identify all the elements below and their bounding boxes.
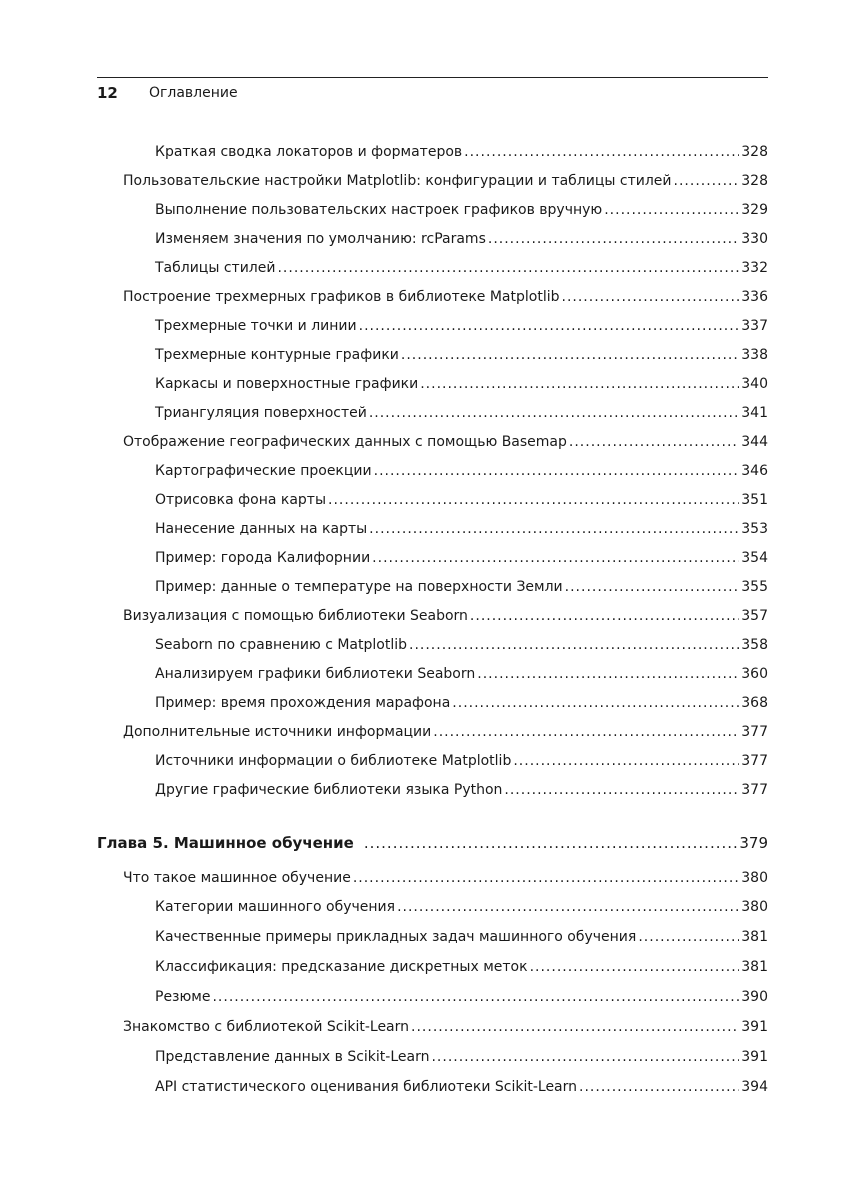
toc-entry-title: API статистического оценивания библиотеки Scikit-Learn — [155, 1079, 578, 1095]
toc-entry-title: Пример: данные о температуре на поверхности Земли — [155, 579, 563, 595]
toc-entry-title: Трехмерные точки и линии — [155, 318, 357, 334]
toc-entry-title: Источники информации о библиотеке Matplotlib — [155, 753, 512, 769]
toc-entry — [155, 375, 768, 393]
dot-leader — [638, 928, 739, 946]
toc-entry — [155, 578, 768, 596]
toc-entry-page: 391 — [741, 1049, 768, 1065]
dot-leader — [674, 172, 740, 190]
dot-leader — [277, 259, 739, 277]
dot-leader — [569, 433, 739, 451]
dot-leader — [513, 752, 739, 770]
toc-entry — [155, 259, 768, 277]
toc-entry — [155, 520, 768, 538]
toc-entry-title: Триангуляция поверхностей — [155, 405, 367, 421]
toc-entry-page: 341 — [741, 405, 768, 421]
toc-entry — [123, 723, 768, 741]
toc-entry-title: Резюме — [155, 989, 211, 1005]
dot-leader — [397, 898, 739, 916]
toc-entry — [155, 317, 768, 335]
toc-entry-title: Знакомство с библиотекой Scikit-Learn — [123, 1019, 410, 1035]
toc-entry-page: 355 — [741, 579, 768, 595]
toc-entry-page: 360 — [741, 666, 768, 682]
dot-leader — [488, 230, 739, 248]
toc-entry-title: Категории машинного обучения — [155, 899, 396, 915]
toc-entry-page: 332 — [741, 260, 768, 276]
dot-leader — [579, 1078, 739, 1096]
toc-entry-page: 381 — [741, 929, 768, 945]
toc-entry-page: 351 — [741, 492, 768, 508]
dot-leader — [359, 317, 740, 335]
toc-entry — [123, 433, 768, 451]
toc-entry-page: 358 — [741, 637, 768, 653]
toc-entry-title: Нанесение данных на карты — [155, 521, 368, 537]
toc-entry-page: 377 — [741, 724, 768, 740]
toc-entry-title: Пример: время прохождения марафона — [155, 695, 451, 711]
toc-entry — [155, 752, 768, 770]
toc-entry — [123, 1018, 768, 1036]
toc-entry — [155, 636, 768, 654]
dot-leader — [504, 781, 739, 799]
toc-entry-title: Изменяем значения по умолчанию: rcParams — [155, 231, 486, 247]
dot-leader — [452, 694, 739, 712]
toc-entry — [123, 288, 768, 306]
toc-entry-title: Каркасы и поверхностные графики — [155, 376, 419, 392]
toc-entry — [155, 988, 768, 1006]
toc-entry — [155, 1048, 768, 1066]
toc-entry — [155, 404, 768, 422]
page-number: 12 — [97, 84, 118, 102]
toc-entry-page: 394 — [741, 1079, 768, 1095]
toc-entry-page: 381 — [741, 959, 768, 975]
toc-entry-title: Seaborn по сравнению с Matplotlib — [155, 637, 407, 653]
toc-entry-page: 337 — [741, 318, 768, 334]
toc-entry-page: 379 — [739, 834, 768, 852]
dot-leader — [212, 988, 739, 1006]
dot-leader — [433, 723, 739, 741]
toc-entry — [123, 607, 768, 625]
toc-entry-title: Пример: города Калифорнии — [155, 550, 371, 566]
dot-leader — [530, 958, 740, 976]
dot-leader — [464, 143, 739, 161]
dot-leader — [420, 375, 739, 393]
toc-entry-title: Выполнение пользовательских настроек графиков вручную — [155, 202, 603, 218]
toc-entry-page: 340 — [741, 376, 768, 392]
toc-entry — [155, 491, 768, 509]
dot-leader — [477, 665, 739, 683]
dot-leader — [562, 288, 740, 306]
dot-leader — [401, 346, 739, 364]
toc-entry-page: 380 — [741, 899, 768, 915]
dot-leader — [364, 834, 738, 852]
dot-leader — [328, 491, 739, 509]
toc-entry-title: Анализируем графики библиотеки Seaborn — [155, 666, 476, 682]
toc-entry — [155, 346, 768, 364]
toc-entry-title: Что такое машинное обучение — [123, 870, 351, 886]
toc-entry — [155, 694, 768, 712]
toc-entry — [155, 781, 768, 799]
toc-entry-page: 380 — [741, 870, 768, 886]
dot-leader — [369, 520, 739, 538]
toc-entry-page: 390 — [741, 989, 768, 1005]
toc-entry-title: Построение трехмерных графиков в библиотеке Matplotlib — [123, 289, 560, 305]
toc-entry-title: Визуализация с помощью библиотеки Seaborn — [123, 608, 468, 624]
toc-entry-page: 328 — [741, 173, 768, 189]
dot-leader — [470, 607, 739, 625]
toc-entry-title: Классификация: предсказание дискретных меток — [155, 959, 528, 975]
toc-chapter-entry — [97, 834, 768, 852]
dot-leader — [411, 1018, 739, 1036]
toc-entry — [155, 230, 768, 248]
toc-entry-title: Таблицы стилей — [155, 260, 276, 276]
toc-entry-title: Глава 5. Машинное обучение — [97, 834, 354, 852]
toc-entry — [155, 665, 768, 683]
toc-entry-page: 330 — [741, 231, 768, 247]
dot-leader — [374, 462, 740, 480]
toc-entry-title: Трехмерные контурные графики — [155, 347, 399, 363]
toc-entry-title: Другие графические библиотеки языка Python — [155, 782, 503, 798]
toc-entry-page: 328 — [741, 144, 768, 160]
toc-entry-page: 338 — [741, 347, 768, 363]
toc-entry-page: 329 — [741, 202, 768, 218]
toc-entry — [155, 958, 768, 976]
toc-entry-title: Краткая сводка локаторов и форматеров — [155, 144, 463, 160]
toc-entry — [123, 869, 768, 887]
toc-entry-page: 346 — [741, 463, 768, 479]
toc-entry-page: 377 — [741, 753, 768, 769]
toc-entry-title: Картографические проекции — [155, 463, 372, 479]
toc-entry-page: 353 — [741, 521, 768, 537]
toc-entry-page: 336 — [741, 289, 768, 305]
toc-entry-page: 391 — [741, 1019, 768, 1035]
toc-entry — [155, 898, 768, 916]
toc-entry-title: Отрисовка фона карты — [155, 492, 327, 508]
toc-entry-page: 377 — [741, 782, 768, 798]
toc-entry-title: Представление данных в Scikit-Learn — [155, 1049, 430, 1065]
toc-entry-title: Дополнительные источники информации — [123, 724, 432, 740]
dot-leader — [353, 869, 739, 887]
toc-entry-title: Отображение географических данных с помощью Basemap — [123, 434, 567, 450]
toc-entry — [155, 549, 768, 567]
toc-entry-page: 344 — [741, 434, 768, 450]
toc-entry — [123, 172, 768, 190]
toc-entry — [155, 1078, 768, 1096]
dot-leader — [604, 201, 739, 219]
dot-leader — [372, 549, 739, 567]
dot-leader — [409, 636, 739, 654]
dot-leader — [565, 578, 740, 596]
toc-entry-page: 368 — [741, 695, 768, 711]
running-title: Оглавление — [149, 85, 238, 101]
toc-entry — [155, 143, 768, 161]
toc-entry-page: 354 — [741, 550, 768, 566]
toc-entry-title: Качественные примеры прикладных задач машинного обучения — [155, 929, 637, 945]
dot-leader — [431, 1048, 739, 1066]
toc-entry-page: 357 — [741, 608, 768, 624]
toc-entry-title: Пользовательские настройки Matplotlib: конфигурации и таблицы стилей — [123, 173, 672, 189]
toc-entry — [155, 201, 768, 219]
dot-leader — [369, 404, 739, 422]
toc-entry — [155, 462, 768, 480]
toc-entry — [155, 928, 768, 946]
